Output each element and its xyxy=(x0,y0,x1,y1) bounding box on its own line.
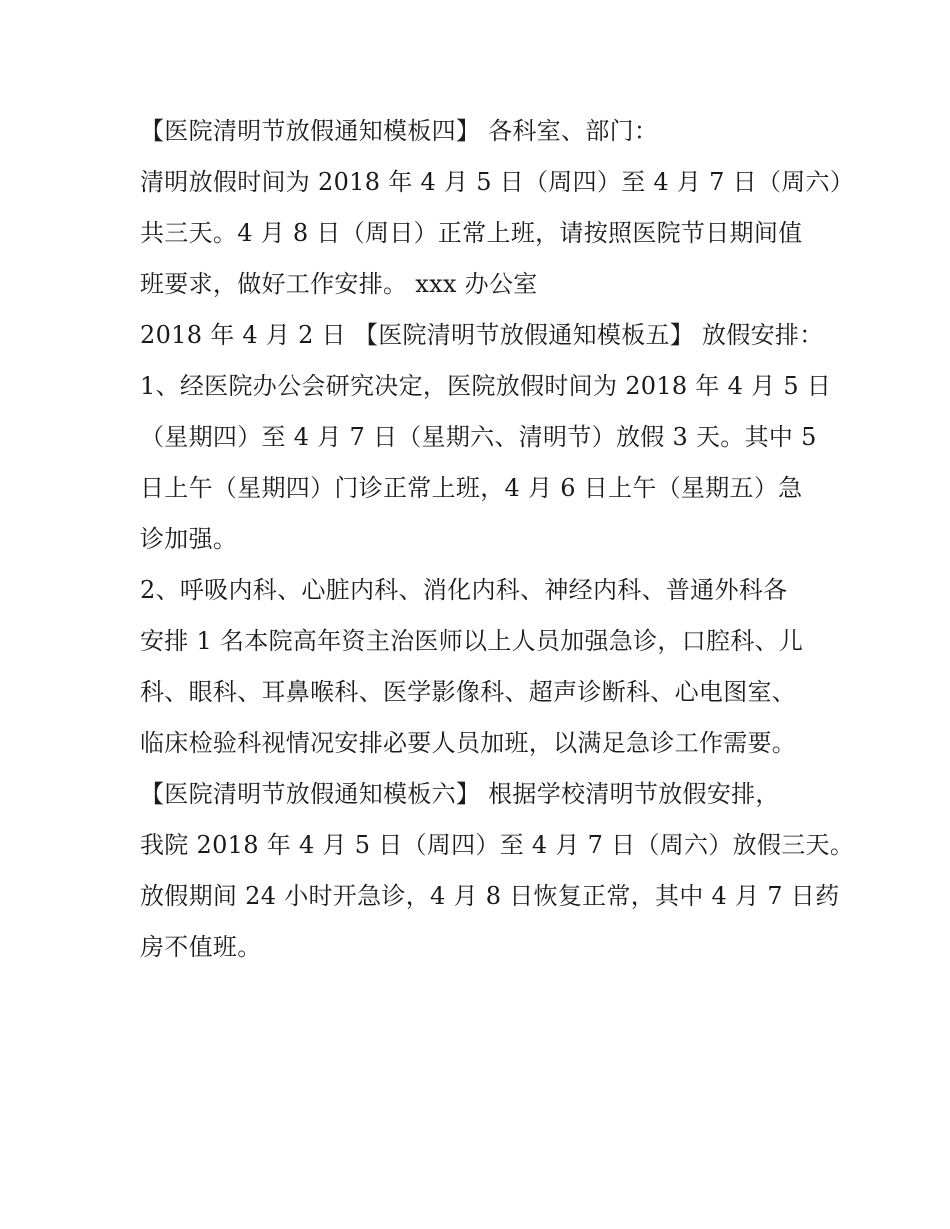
text-line: 我院 2018 年 4 月 5 日（周四）至 4 月 7 日（周六）放假三天。 xyxy=(140,831,855,859)
text-line: 【医院清明节放假通知模板六】 根据学校清明节放假安排， xyxy=(140,780,780,808)
text-line: 2、呼吸内科、心脏内科、消化内科、神经内科、普通外科各 xyxy=(140,576,788,604)
text-line: 安排 1 名本院高年资主治医师以上人员加强急诊，口腔科、儿 xyxy=(140,627,804,655)
text-line: 科、眼科、耳鼻喉科、医学影像科、超声诊断科、心电图室、 xyxy=(140,678,797,706)
text-line: （星期四）至 4 月 7 日（星期六、清明节）放假 3 天。其中 5 xyxy=(140,423,817,451)
text-line: 诊加强。 xyxy=(140,525,238,553)
text-line: 临床检验科视情况安排必要人员加班，以满足急诊工作需要。 xyxy=(140,729,797,757)
text-line: 日上午（星期四）门诊正常上班，4 月 6 日上午（星期五）急 xyxy=(140,474,803,502)
text-line: 共三天。4 月 8 日（周日）正常上班，请按照医院节日期间值 xyxy=(140,219,803,247)
text-line: 【医院清明节放假通知模板四】 各科室、部门： xyxy=(140,117,659,145)
text-line: 1、经医院办公会研究决定，医院放假时间为 2018 年 4 月 5 日 xyxy=(140,372,832,400)
document-body xyxy=(140,106,855,973)
text-line: 房不值班。 xyxy=(140,933,262,961)
text-line: 班要求，做好工作安排。 xxx 办公室 xyxy=(140,270,538,298)
text-line: 放假期间 24 小时开急诊，4 月 8 日恢复正常，其中 4 月 7 日药 xyxy=(140,882,840,910)
text-line: 2018 年 4 月 2 日 【医院清明节放假通知模板五】 放假安排： xyxy=(140,321,824,349)
text-line: 清明放假时间为 2018 年 4 月 5 日（周四）至 4 月 7 日（周六） xyxy=(140,168,855,196)
